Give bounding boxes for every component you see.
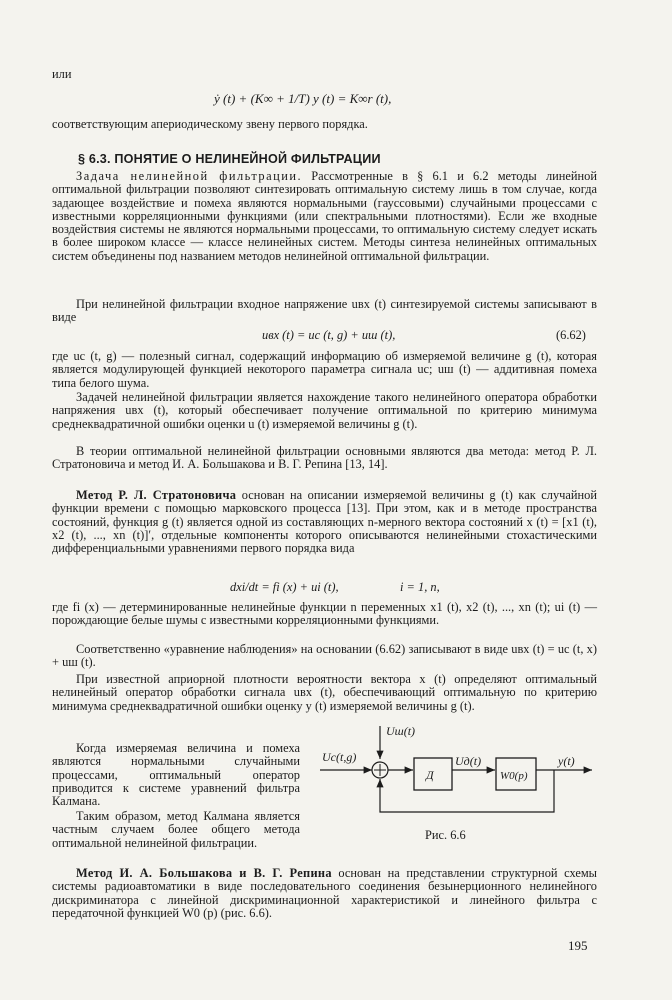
equation-6-62: uвх (t) = uс (t, g) + uш (t),	[262, 328, 396, 342]
paragraph-observation: Соответственно «уравнение наблюдения» на основании (6.62) записывают в виде uвх (t) = uс (t, x) + uш (t).	[52, 642, 597, 670]
paragraph-text: Рассмотренные в § 6.1 и 6.2 методы линейной оптимальной фильтрации позволяют синтезировать оптимальную систему лишь в том случае, когда задающее воздействие и помеха являются нормальными (гауссовыми) случайными процессами с известными корреляционными функциями (или спектральными плотностями). Если же входные воздействия системы не являются нормальными процессами, то оптимальную систему следует искать в более широком классе — классе нелинейных систем. Методы синтеза нелинейных оптимальных систем объединены под названием методов нелинейной оптимальной фильтрации.	[52, 169, 597, 263]
paragraph-kalman-case: Когда измеряемая величина и помеха являются нормальными случайными процессами, оптимальный оператор приводится к системе уравнений фильтра Калмана.	[52, 741, 300, 809]
paragraph-input-voltage: При нелинейной фильтрации входное напряжение uвх (t) синтезируемой системы записывают в виде	[52, 297, 597, 325]
paragraph-filter-task: Задачей нелинейной фильтрации является нахождение такого нелинейного оператора обработки напряжения uвх (t), который обеспечивает получение оптимальной по критерию минимума среднеквадратичной ошибки оценки u (t) измеряемой величины g (t).	[52, 390, 597, 431]
paragraph-apriori: При известной априорной плотности вероятности вектора x (t) определяют оптимальный нелинейный оператор обработки сигнала uвх (t), обеспечивающий оптимальную по критерию минимума среднеквадратичной ошибки оценку y (t) измеряемой величины g (t).	[52, 672, 597, 713]
paragraph-lead: Задача нелинейной фильтрации.	[76, 169, 303, 183]
intro-word: или	[52, 67, 72, 81]
paragraph-lead: Метод И. А. Большакова и В. Г. Репина	[76, 866, 332, 880]
block-diagram	[318, 718, 598, 830]
discriminator-output-label: Uд(t)	[455, 754, 482, 768]
paragraph-bolshakov	[52, 867, 597, 920]
page-number: 195	[568, 938, 588, 953]
discriminator-label: Д	[426, 768, 434, 782]
equation-sde-range: i = 1, n,	[400, 580, 440, 594]
equation-number: (6.62)	[556, 328, 586, 342]
paragraph-two-methods: В теории оптимальной нелинейной фильтрации основными являются два метода: метод Р. Л. Стратоновича и метод И. А. Большакова и В. Г. Репина [13, 14].	[52, 444, 597, 472]
figure-caption: Рис. 6.6	[425, 828, 466, 842]
paragraph-text: основан на представлении структурной схемы системы радиоавтоматики в виде последовательного соединения безынерционного нелинейного дискриминатора с линейной дискриминационной характеристикой и линейного фильтра с передаточной функцией W0 (p) (рис. 6.6).	[52, 866, 597, 920]
paragraph-lead: Метод Р. Л. Стратоновича	[76, 488, 237, 502]
paragraph-nonlinear-task	[52, 170, 597, 263]
filter-label: W0(p)	[500, 770, 528, 782]
equation-sde: dxi/dt = fi (x) + ui (t),	[230, 580, 339, 594]
noise-label: Uш(t)	[386, 724, 416, 738]
paragraph-text: основан на описании измеряемой величины g (t) как случайной функции времени с помощью марковского процесса [13]. При этом, как и в методе пространства состояний, функция g (t) является одной из составляющих n-мерного вектора состояний x (t) = [x1 (t), x2 (t), ..., xn (t)]′, отдельные компоненты которого описываются нелинейными стохастическими дифференциальными уравнениями первого порядка вида	[52, 488, 597, 556]
section-heading: § 6.3. ПОНЯТИЕ О НЕЛИНЕЙНОЙ ФИЛЬТРАЦИИ	[78, 152, 381, 166]
paragraph-signal-definition: где uс (t, g) — полезный сигнал, содержащий информацию об измеряемой величине g (t), которая является модулирующей функцией некоторого параметра сигнала uс; uш (t) — аддитивная помеха типа белого шума.	[52, 349, 597, 390]
paragraph-stratonovich	[52, 489, 597, 555]
input-label: Uс(t,g)	[322, 750, 357, 764]
equation-caption: соответствующим апериодическому звену первого порядка.	[52, 117, 368, 131]
output-label: y(t)	[558, 754, 575, 768]
paragraph-kalman-special: Таким образом, метод Калмана является частным случаем более общего метода оптимальной нелинейной фильтрации.	[52, 809, 300, 850]
equation-top: ẏ (t) + (K∞ + 1/T) y (t) = K∞r (t),	[214, 91, 392, 106]
paragraph-deterministic: где fi (x) — детерминированные нелинейные функции n переменных x1 (t), x2 (t), ..., xn (t); ui (t) — порождающие белые шумы с известными корреляционными функциями.	[52, 600, 597, 628]
